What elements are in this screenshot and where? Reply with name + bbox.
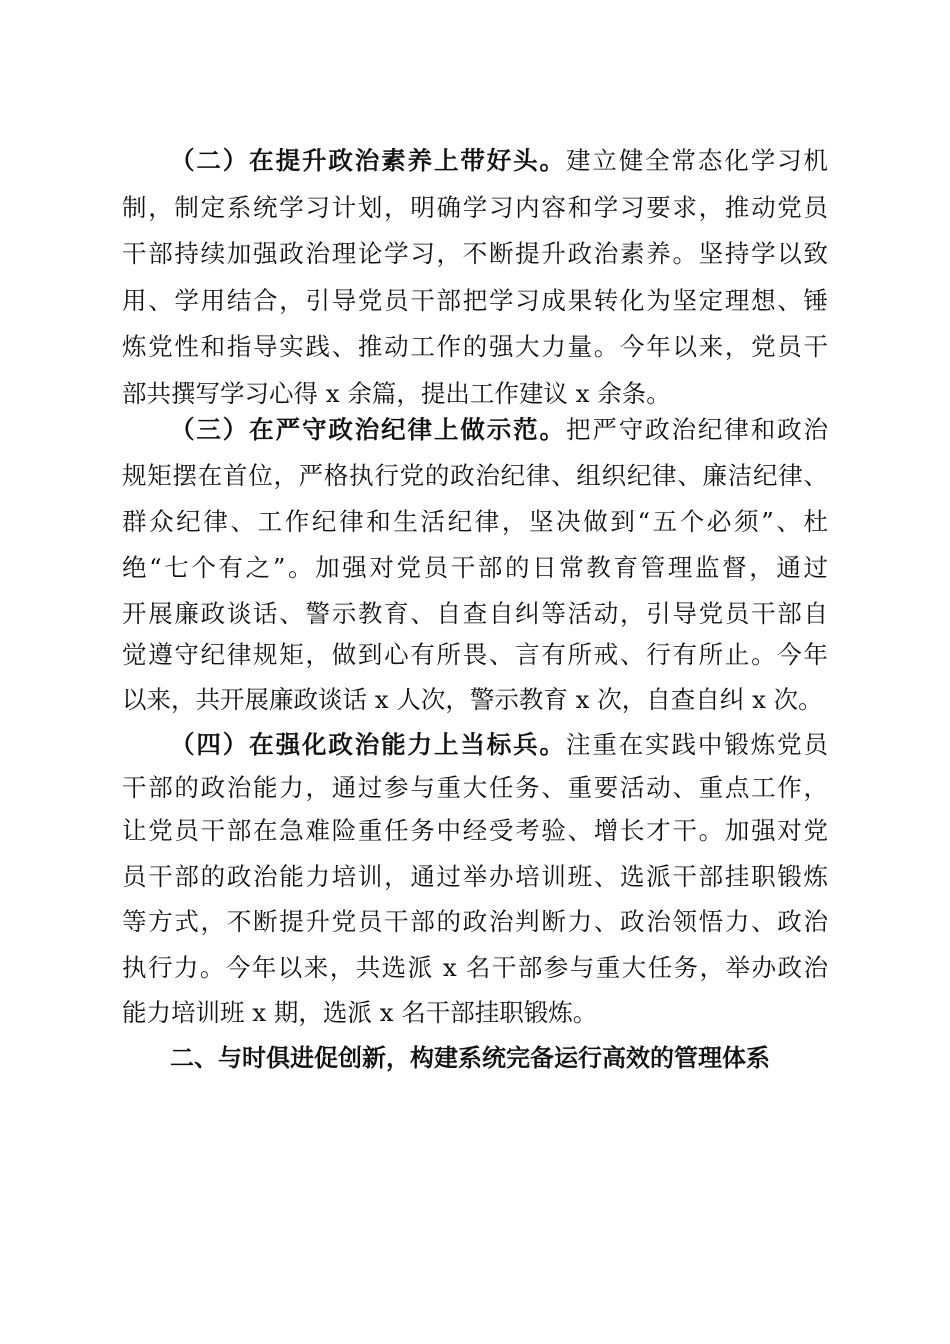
paragraph-line: 炼党性和指导实践、推动工作的强大力量。今年以来，党员干 [122, 332, 828, 361]
paragraph-line: 干部持续加强政治理论学习，不断提升政治素养。坚持学以致 [122, 239, 828, 268]
paragraph-line: 能力培训班 x 期，选派 x 名干部挂职锻炼。 [122, 998, 598, 1027]
paragraph-line: 执行力。今年以来，共选派 x 名干部参与重大任务，举办政治 [122, 953, 828, 982]
paragraph-line: 部共撰写学习心得 x 余篇，提出工作建议 x 余条。 [122, 379, 671, 408]
paragraph-text: 把严守政治纪律和政治 [565, 415, 828, 444]
paragraph-lead: （二）在提升政治素养上带好头。 [170, 146, 566, 175]
paragraph-line: 制，制定系统学习计划，明确学习内容和学习要求，推动党员 [122, 193, 828, 222]
paragraph-first-line [170, 408, 828, 452]
paragraph-text: 注重在实践中锻炼党员 [565, 730, 828, 759]
paragraph-text: 建立健全常态化学习机 [565, 146, 828, 175]
paragraph-lead: （四）在强化政治能力上当标兵。 [170, 730, 566, 759]
paragraph-line: 群众纪律、工作纪律和生活纪律，坚决做到“五个必须”、杜 [122, 507, 828, 536]
paragraph-first-line [170, 139, 828, 183]
paragraph-line: 觉遵守纪律规矩，做到心有所畏、言有所戒、行有所止。今年 [122, 640, 828, 669]
paragraph-line: 用、学用结合，引导党员干部把学习成果转化为坚定理想、锤 [122, 286, 828, 315]
paragraph-line: 绝“七个有之”。加强对党员干部的日常教育管理监督，通过 [122, 553, 828, 582]
paragraph-line: 开展廉政谈话、警示教育、自查自纠等活动，引导党员干部自 [122, 599, 828, 628]
paragraph-lead: （三）在严守政治纪律上做示范。 [170, 415, 566, 444]
paragraph-line: 以来，共开展廉政谈话 x 人次，警示教育 x 次，自查自纠 x 次。 [122, 685, 823, 714]
paragraph-line: 干部的政治能力，通过参与重大任务、重要活动、重点工作， [122, 773, 828, 802]
paragraph-first-line [170, 723, 828, 767]
paragraph-line: 员干部的政治能力培训，通过举办培训班、选派干部挂职锻炼 [122, 862, 828, 891]
paragraph-line: 让党员干部在急难险重任务中经受考验、增长才干。加强对党 [122, 816, 828, 845]
paragraph-line: 规矩摆在首位，严格执行党的政治纪律、组织纪律、廉洁纪律、 [122, 461, 828, 490]
section-heading: 二、与时俱进促创新，构建系统完备运行高效的管理体系 [170, 1044, 770, 1072]
paragraph-line: 等方式，不断提升党员干部的政治判断力、政治领悟力、政治 [122, 907, 828, 936]
